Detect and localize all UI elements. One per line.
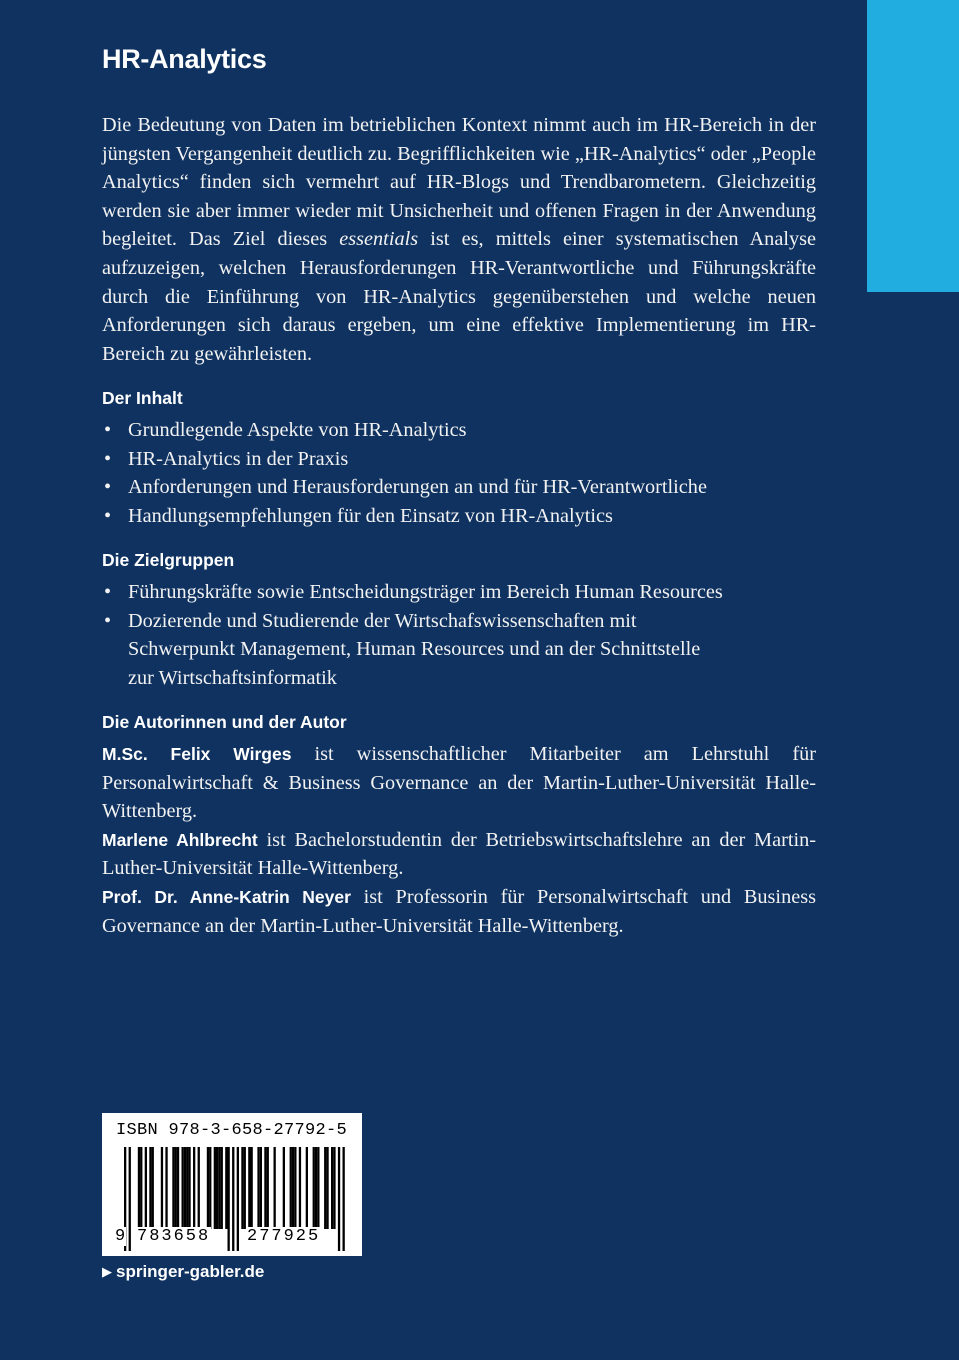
barcode-first-digit: 9 — [115, 1227, 126, 1246]
bullet-icon: • — [104, 609, 112, 632]
contents-list — [102, 416, 816, 530]
barcode-bar — [313, 1147, 315, 1229]
barcode-bar — [299, 1147, 301, 1229]
intro-text-part2: ist es, mittels einer systematischen Analyse aufzuzeigen, welchen Herausforderungen HR-Verantwortliche und Führungskräfte durch die Einführung von HR-Analytics gegenüberstehen und welche neuen Anforderungen sich daraus ergeben, um eine effektive Implementierung im HR-Bereich zu gewährleisten. — [102, 228, 816, 365]
barcode-bar — [283, 1147, 285, 1229]
barcode-bar — [198, 1147, 200, 1229]
accent-color-tab — [867, 0, 959, 292]
barcode-bar — [290, 1147, 292, 1229]
barcode-bar — [221, 1147, 223, 1229]
author-entry — [102, 826, 816, 883]
barcode-bar — [315, 1147, 317, 1229]
barcode-right-digits: 277925 — [247, 1227, 321, 1246]
list-item: • Anforderungen und Herausforderungen an und für HR-Verantwortliche — [102, 473, 816, 502]
bullet-icon: • — [104, 504, 112, 527]
author-entry — [102, 740, 816, 826]
author-bio: ist Bachelorstudentin der Betriebswirtschaftslehre an der Martin-Luther-Universität Halle-Wittenberg. — [102, 828, 816, 880]
barcode-bar — [331, 1147, 333, 1229]
barcode-bar — [225, 1147, 227, 1229]
audience-heading: Die Zielgruppen — [102, 550, 235, 570]
list-item: • Grundlegende Aspekte von HR-Analytics — [102, 416, 816, 445]
website-url: springer-gabler.de — [116, 1262, 265, 1281]
barcode-bar — [248, 1147, 250, 1229]
barcode-bar — [274, 1147, 276, 1229]
authors-heading: Die Autorinnen und der Autor — [102, 712, 347, 732]
barcode-bar — [260, 1147, 262, 1229]
barcode-bar — [317, 1147, 319, 1229]
audience-list — [102, 578, 816, 692]
author-name: Prof. Dr. Anne-Katrin Neyer — [102, 886, 351, 907]
barcode-bar — [244, 1147, 246, 1229]
list-item: • Dozierende und Studierende der Wirtschafswissenschaften mit Schwerpunkt Management, Human Resources und an der Schnittstelle zur Wirtschaftsinformatik — [102, 607, 728, 693]
barcode-bar — [294, 1147, 296, 1229]
barcode-bar — [214, 1147, 216, 1229]
barcode-bar — [161, 1147, 163, 1229]
barcode-bar — [145, 1147, 147, 1229]
barcode-bar — [216, 1147, 218, 1229]
barcode-left-digits: 783658 — [137, 1227, 211, 1246]
barcode-bar — [177, 1147, 179, 1229]
barcode-bar — [188, 1147, 190, 1229]
isbn-barcode — [102, 1113, 362, 1256]
book-title: HR-Analytics — [102, 44, 267, 74]
barcode-bar — [326, 1147, 328, 1229]
intro-emphasis: essentials — [339, 228, 419, 251]
list-item: • Führungskräfte sowie Entscheidungsträger im Bereich Human Resources — [102, 578, 816, 607]
barcode-bar — [218, 1147, 220, 1229]
barcode-bar — [149, 1147, 151, 1229]
barcode-bar — [165, 1147, 167, 1229]
barcode-bar — [292, 1147, 294, 1229]
barcode-bar — [333, 1147, 335, 1229]
barcode-bar — [209, 1147, 211, 1229]
isbn-number: ISBN 978-3-658-27792-5 — [116, 1121, 348, 1140]
author-entry — [102, 883, 816, 940]
barcode-bar — [186, 1147, 188, 1229]
bullet-icon: • — [104, 581, 112, 603]
intro-paragraph — [102, 111, 816, 368]
author-name: M.Sc. Felix Wirges — [102, 744, 292, 764]
barcode-digits — [112, 1227, 358, 1251]
list-item: • HR-Analytics in der Praxis — [102, 445, 816, 474]
bullet-icon: • — [104, 476, 112, 499]
author-name: Marlene Ahlbrecht — [102, 829, 258, 850]
bullet-icon: • — [104, 447, 112, 470]
barcode-bar — [172, 1147, 174, 1229]
barcode-bar — [182, 1147, 184, 1229]
barcode-bar — [193, 1147, 195, 1229]
barcode-bar — [184, 1147, 186, 1229]
barcode-bar — [207, 1147, 209, 1229]
triangle-right-icon: ▶ — [102, 1264, 112, 1279]
intro-text-part1: Die Bedeutung von Daten im betrieblichen Kontext nimmt auch im HR-Bereich in der jüngsten Vergangenheit deutlich zu. Begrifflichkeiten wie „HR-Analytics“ oder „People Analytics“ finden sich vermehrt auf HR-Blogs und Trendbarometern. Gleichzeitig werden sie aber immer wieder mit Unsicherheit und offenen Fragen in der Anwendung begleitet. Das Ziel dieses — [102, 114, 816, 251]
publisher-website[interactable] — [102, 1262, 264, 1282]
contents-heading: Der Inhalt — [102, 388, 183, 408]
barcode-bar — [175, 1147, 177, 1229]
barcode-bar — [306, 1147, 308, 1229]
barcode-bar — [138, 1147, 140, 1229]
barcode-bar — [241, 1147, 243, 1229]
author-bio: ist Professorin für Personalwirtschaft und Business Governance an der Martin-Luther-Universität Halle-Wittenberg. — [102, 885, 816, 937]
barcode-bar — [257, 1147, 259, 1229]
author-bio: ist wissenschaftlicher Mitarbeiter am Lehrstuhl für Personalwirtschaft & Business Governance an der Martin-Luther-Universität Halle-Wittenberg. — [102, 743, 816, 823]
barcode-bar — [152, 1147, 154, 1229]
barcode-bar — [267, 1147, 269, 1229]
authors-section — [102, 740, 816, 940]
barcode-bar — [264, 1147, 266, 1229]
bullet-icon: • — [104, 419, 112, 441]
barcode-bar — [140, 1147, 142, 1229]
barcode-bar — [324, 1147, 326, 1229]
list-item: • Handlungsempfehlungen für den Einsatz von HR-Analytics — [102, 502, 816, 531]
barcode-bar — [251, 1147, 253, 1229]
